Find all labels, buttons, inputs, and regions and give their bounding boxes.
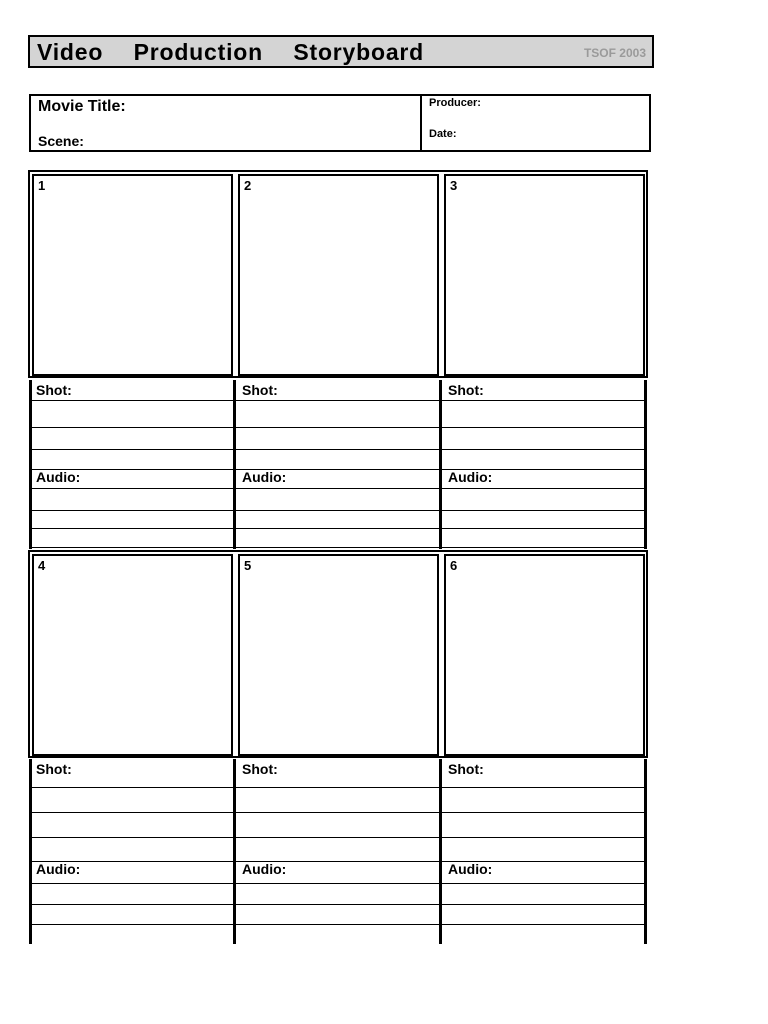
- panel-3-sketch-area[interactable]: [444, 174, 645, 376]
- panel-6-sketch-area[interactable]: [444, 554, 645, 756]
- note-line: [29, 883, 647, 884]
- page-title: Video Production Storyboard: [37, 39, 425, 65]
- panel-5-sketch-area[interactable]: [238, 554, 439, 756]
- note-line: [29, 400, 647, 401]
- storyboard-header: [28, 35, 654, 68]
- scene-field[interactable]: Scene:: [38, 133, 84, 149]
- panel-number: 6: [450, 558, 458, 573]
- credit-label: TSOF 2003: [583, 46, 646, 60]
- notes-divider: [644, 380, 647, 549]
- panel-1-sketch-area[interactable]: [32, 174, 233, 376]
- shot-label[interactable]: Shot:: [36, 382, 72, 398]
- shot-label[interactable]: Shot:: [242, 761, 278, 777]
- panel-2-sketch-area[interactable]: [238, 174, 439, 376]
- frame-row-1: [28, 170, 648, 378]
- info-divider: [420, 96, 422, 150]
- note-line: [29, 510, 647, 511]
- notes-row-2: [29, 759, 647, 944]
- movie-info-box: [29, 94, 651, 152]
- panel-number: 1: [38, 178, 46, 193]
- producer-field[interactable]: Producer:: [429, 97, 481, 109]
- notes-divider: [29, 380, 32, 549]
- note-line: [29, 488, 647, 489]
- note-line: [29, 427, 647, 428]
- audio-label[interactable]: Audio:: [448, 861, 493, 877]
- note-line: [29, 812, 647, 813]
- audio-label[interactable]: Audio:: [448, 469, 493, 485]
- note-line: [29, 904, 647, 905]
- notes-divider: [439, 380, 442, 549]
- note-line: [29, 469, 647, 470]
- note-line: [29, 547, 647, 548]
- movie-title-field[interactable]: Movie Title:: [38, 98, 126, 115]
- panel-4-sketch-area[interactable]: [32, 554, 233, 756]
- notes-row-1: [29, 380, 647, 549]
- panel-number: 4: [38, 558, 46, 573]
- note-line: [29, 837, 647, 838]
- note-line: [29, 528, 647, 529]
- shot-label[interactable]: Shot:: [36, 761, 72, 777]
- audio-label[interactable]: Audio:: [242, 469, 287, 485]
- shot-label[interactable]: Shot:: [242, 382, 278, 398]
- note-line: [29, 787, 647, 788]
- note-line: [29, 449, 647, 450]
- notes-divider: [233, 380, 236, 549]
- shot-label[interactable]: Shot:: [448, 761, 484, 777]
- note-line: [29, 924, 647, 925]
- panel-number: 3: [450, 178, 458, 193]
- date-field[interactable]: Date:: [429, 128, 457, 140]
- shot-label[interactable]: Shot:: [448, 382, 484, 398]
- audio-label[interactable]: Audio:: [36, 469, 81, 485]
- note-line: [29, 861, 647, 862]
- audio-label[interactable]: Audio:: [242, 861, 287, 877]
- frame-row-2: [28, 550, 648, 758]
- panel-number: 2: [244, 178, 252, 193]
- panel-number: 5: [244, 558, 252, 573]
- audio-label[interactable]: Audio:: [36, 861, 81, 877]
